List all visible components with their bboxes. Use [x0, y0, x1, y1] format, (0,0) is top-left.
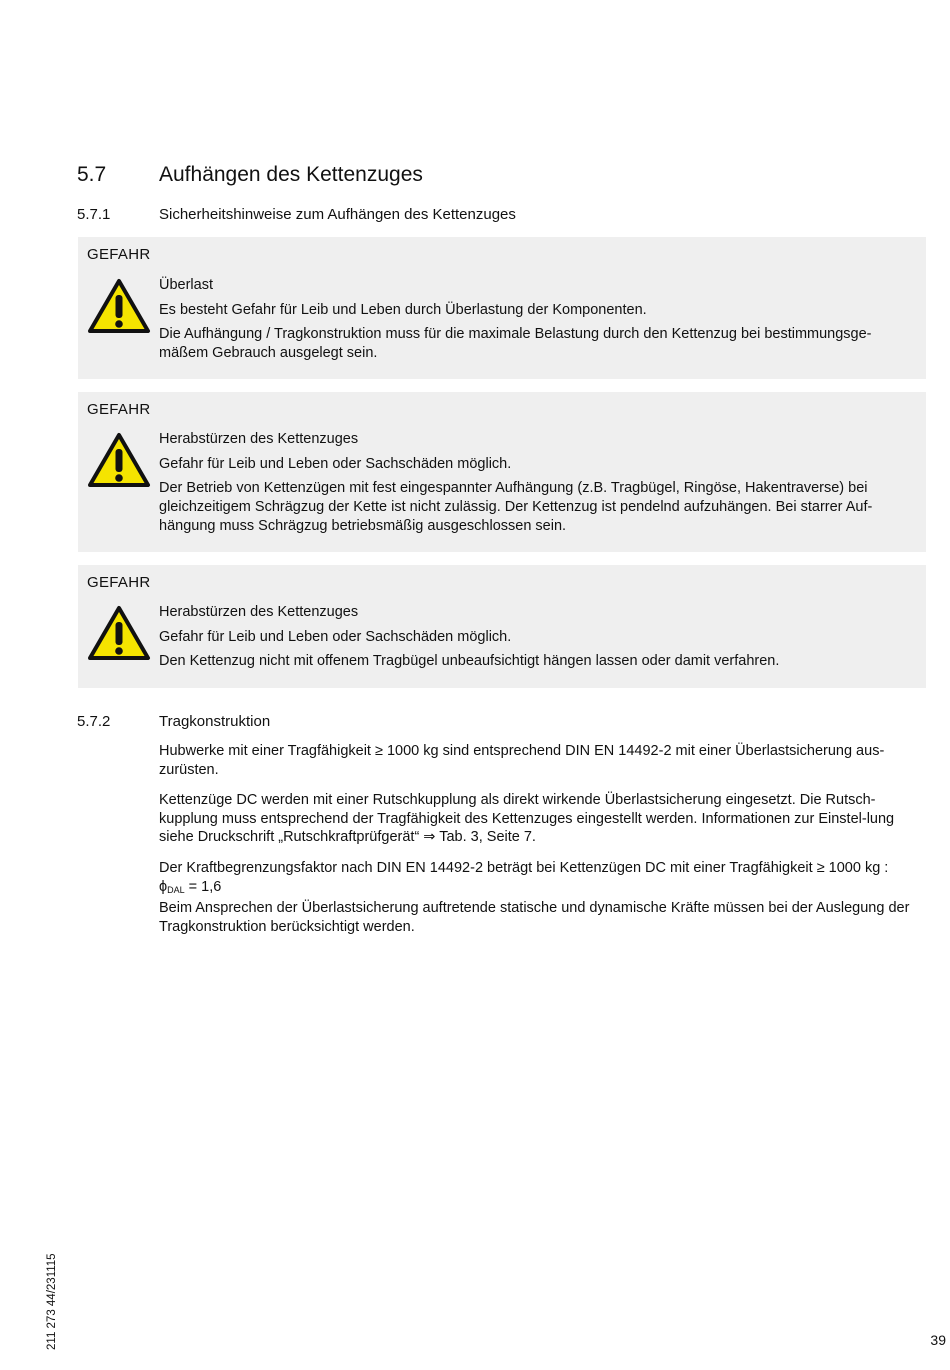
- section-title: Aufhängen des Kettenzuges: [159, 163, 423, 186]
- warning-triangle-icon: [87, 605, 151, 666]
- danger-body: Den Kettenzug nicht mit offenem Tragbügel unbeaufsichtigt hängen lassen oder damit verfahren.: [159, 653, 780, 669]
- paragraph: [159, 859, 927, 936]
- warning-triangle-icon: [87, 278, 151, 339]
- danger-body: Der Betrieb von Kettenzügen mit fest eingespannter Aufhängung (z.B. Tragbügel, Ringöse, Hakentraverse) bei gleichzeitigem Schrägzug der Kette ist nicht zulässig. Der Kettenzug ist pendelnd aufzuhängen. Bei starrer Auf-hängung muss Schrägzug betriebsmäßig ausgeschlossen sein.: [159, 480, 873, 534]
- danger-title: Überlast: [159, 277, 213, 293]
- paragraph: [159, 742, 927, 779]
- document-number: 211 273 44/231115: [46, 1253, 58, 1350]
- subsection-number: 5.7.1: [77, 206, 111, 223]
- danger-title: Herabstürzen des Kettenzuges: [159, 604, 359, 620]
- danger-body: Die Aufhängung / Tragkonstruktion muss für die maximale Belastung durch den Kettenzug bei bestimmungsge-mäßem Gebrauch ausgelegt sein.: [159, 326, 872, 361]
- formula-subscript: DAL: [167, 884, 185, 895]
- section-number: 5.7: [77, 163, 107, 186]
- danger-title: Herabstürzen des Kettenzuges: [159, 431, 359, 447]
- danger-label: GEFAHR: [87, 401, 151, 418]
- formula-symbol: ϕ: [159, 878, 168, 895]
- subsection-title: Sicherheitshinweise zum Aufhängen des Kettenzuges: [159, 206, 516, 223]
- paragraph-text: Beim Ansprechen der Überlastsicherung auftretende statische und dynamische Kräfte müssen bei der Auslegung der Tragkonstruktion berücksichtigt werden.: [159, 900, 910, 935]
- formula: [159, 878, 927, 900]
- warning-triangle-icon: [87, 432, 151, 493]
- danger-subtitle: Es besteht Gefahr für Leib und Leben durch Überlastung der Komponenten.: [159, 302, 647, 318]
- paragraph: [159, 791, 927, 847]
- paragraph-text: Kettenzüge DC werden mit einer Rutschkupplung als direkt wirkende Überlastsicherung eingesetzt. Die Rutsch-kupplung muss entsprechend der Tragfähigkeit des Kettenzuges eingestellt werden. Informationen zur Einstel-lung siehe Druckschrift „Rutschkraftprüfgerät“ ⇒ Tab. 3, Seite 7.: [159, 792, 895, 845]
- subsection-number: 5.7.2: [77, 713, 111, 730]
- danger-box: [78, 392, 926, 552]
- danger-box: [78, 237, 926, 379]
- subsection-title: Tragkonstruktion: [159, 713, 271, 730]
- danger-subtitle: Gefahr für Leib und Leben oder Sachschäden möglich.: [159, 456, 512, 472]
- danger-subtitle: Gefahr für Leib und Leben oder Sachschäden möglich.: [159, 629, 512, 645]
- formula-value: = 1,6: [184, 878, 222, 895]
- paragraph-text: Der Kraftbegrenzungsfaktor nach DIN EN 14492-2 beträgt bei Kettenzügen DC mit einer Tragfähigkeit ≥ 1000 kg :: [159, 860, 889, 876]
- danger-label: GEFAHR: [87, 246, 151, 263]
- danger-box: [78, 565, 926, 688]
- danger-label: GEFAHR: [87, 574, 151, 591]
- paragraph-text: Hubwerke mit einer Tragfähigkeit ≥ 1000 kg sind entsprechend DIN EN 14492-2 mit einer Überlastsicherung aus-zurüsten.: [159, 743, 885, 778]
- page-number: 39: [930, 1332, 946, 1348]
